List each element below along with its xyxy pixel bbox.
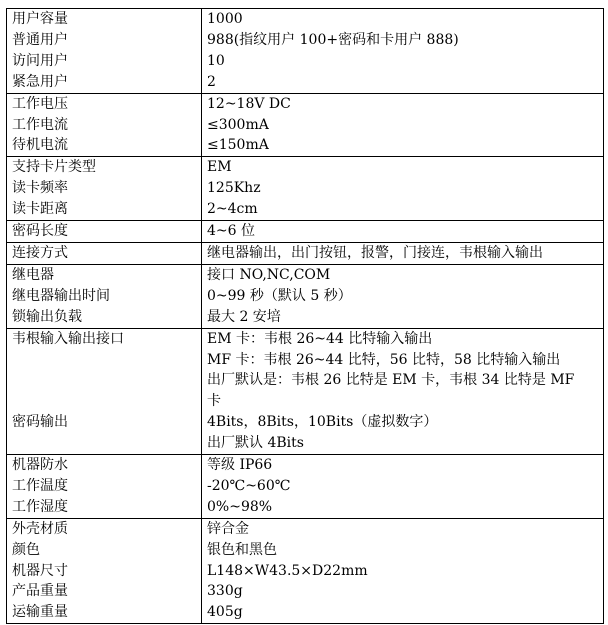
spec-label: 外壳材质 bbox=[12, 520, 68, 537]
spec-value: 12~18V DC bbox=[207, 95, 291, 112]
spec-label: 支持卡片类型 bbox=[12, 159, 96, 176]
spec-value: L148×W43.5×D22mm bbox=[207, 562, 368, 579]
spec-value: 125Khz bbox=[207, 180, 261, 197]
spec-value: 330g bbox=[207, 583, 243, 600]
table-row bbox=[7, 242, 604, 264]
spec-value: MF 卡：韦根 26~44 比特，56 比特，58 比特输入输出 bbox=[207, 351, 561, 368]
spec-value: ≤300mA bbox=[207, 116, 269, 133]
label-cell bbox=[7, 242, 202, 264]
value-cell bbox=[202, 264, 604, 328]
spec-label: 运输重量 bbox=[12, 604, 68, 621]
spec-table bbox=[6, 8, 604, 624]
spec-label: 紧急用户 bbox=[12, 73, 68, 90]
spec-label: 连接方式 bbox=[12, 244, 68, 261]
spec-value: 2~4cm bbox=[207, 201, 258, 218]
spec-label: 工作电压 bbox=[12, 95, 68, 112]
blank-line bbox=[12, 350, 196, 371]
spec-label: 待机电流 bbox=[12, 137, 68, 154]
value-cell bbox=[202, 518, 604, 624]
spec-value: EM 卡：韦根 26~44 比特输入输出 bbox=[207, 330, 433, 347]
spec-value: 接口 NO,NC,COM bbox=[207, 266, 331, 283]
spec-value: 银色和黑色 bbox=[207, 541, 277, 558]
spec-label: 韦根输入输出接口 bbox=[12, 330, 124, 347]
spec-value: 4Bits，8Bits，10Bits（虚拟数字） bbox=[207, 414, 438, 431]
value-cell bbox=[202, 328, 604, 454]
spec-value: 0%~98% bbox=[207, 498, 273, 515]
spec-label: 继电器 bbox=[12, 266, 54, 283]
spec-label: 机器尺寸 bbox=[12, 562, 68, 579]
spec-value: -20℃~60℃ bbox=[207, 477, 291, 494]
spec-label: 普通用户 bbox=[12, 31, 68, 48]
label-cell bbox=[7, 328, 202, 454]
label-cell bbox=[7, 518, 202, 624]
value-cell bbox=[202, 93, 604, 157]
label-cell bbox=[7, 9, 202, 94]
spec-label: 颜色 bbox=[12, 541, 40, 558]
label-cell bbox=[7, 264, 202, 328]
label-cell bbox=[7, 455, 202, 519]
spec-label: 锁输出负载 bbox=[12, 308, 82, 325]
value-cell bbox=[202, 242, 604, 264]
label-cell bbox=[7, 93, 202, 157]
spec-label: 工作电流 bbox=[12, 116, 68, 133]
spec-label: 密码长度 bbox=[12, 223, 68, 240]
spec-value: 988(指纹用户 100+密码和卡用户 888) bbox=[207, 31, 459, 48]
spec-label: 工作湿度 bbox=[12, 498, 68, 515]
spec-value: 继电器输出，出门按钮，报警，门接连，韦根输入输出 bbox=[207, 244, 543, 261]
spec-value: 出厂默认 4Bits bbox=[207, 435, 304, 452]
spec-value: 卡 bbox=[207, 393, 221, 410]
table-row bbox=[7, 328, 604, 454]
spec-label: 继电器输出时间 bbox=[12, 287, 110, 304]
spec-label: 读卡频率 bbox=[12, 180, 68, 197]
spec-value: 出厂默认是：韦根 26 比特是 EM 卡，韦根 34 比特是 MF bbox=[207, 372, 575, 389]
table-row bbox=[7, 221, 604, 243]
value-cell bbox=[202, 157, 604, 221]
spec-value: 10 bbox=[207, 52, 225, 69]
spec-value: 0~99 秒（默认 5 秒） bbox=[207, 287, 352, 304]
table-row bbox=[7, 518, 604, 624]
spec-label: 产品重量 bbox=[12, 583, 68, 600]
table-row bbox=[7, 455, 604, 519]
spec-label: 密码输出 bbox=[12, 414, 68, 431]
spec-value: 等级 IP66 bbox=[207, 457, 273, 474]
spec-value: 锌合金 bbox=[207, 520, 249, 537]
spec-label: 机器防水 bbox=[12, 457, 68, 474]
blank-line bbox=[12, 370, 196, 391]
spec-value: 2 bbox=[207, 73, 216, 90]
table-row bbox=[7, 264, 604, 328]
spec-value: ≤150mA bbox=[207, 137, 269, 154]
value-cell bbox=[202, 221, 604, 243]
label-cell bbox=[7, 221, 202, 243]
value-cell bbox=[202, 9, 604, 94]
spec-label: 读卡距离 bbox=[12, 201, 68, 218]
spec-value: 405g bbox=[207, 604, 243, 621]
spec-value: 4~6 位 bbox=[207, 223, 255, 240]
table-row bbox=[7, 157, 604, 221]
value-cell bbox=[202, 455, 604, 519]
spec-value: 1000 bbox=[207, 11, 243, 27]
spec-label: 用户容量 bbox=[12, 11, 68, 27]
table-row bbox=[7, 9, 604, 94]
spec-label: 访问用户 bbox=[12, 52, 68, 69]
spec-value: EM bbox=[207, 159, 232, 176]
spec-value: 最大 2 安培 bbox=[207, 308, 281, 325]
label-cell bbox=[7, 157, 202, 221]
blank-line bbox=[12, 391, 196, 412]
table-row bbox=[7, 93, 604, 157]
spec-label: 工作温度 bbox=[12, 477, 68, 494]
